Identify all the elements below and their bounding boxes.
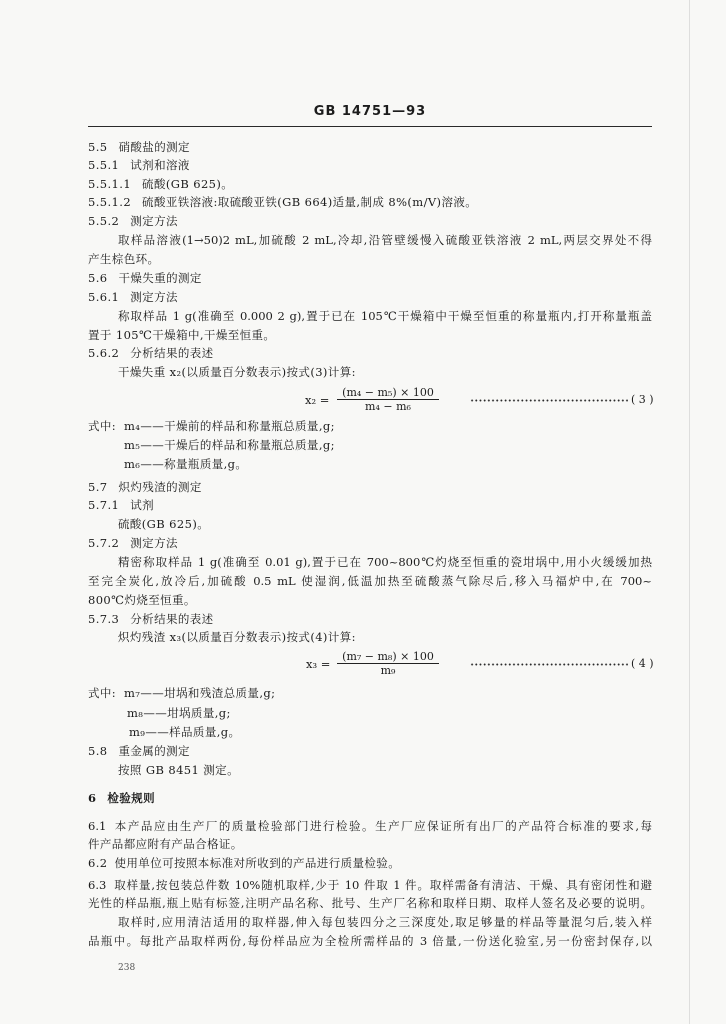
clause-6-3-line <box>88 878 652 892</box>
scan-edge-line <box>689 0 690 1024</box>
section-title: 试剂 <box>130 498 155 512</box>
heading-5-7-3 <box>88 612 214 626</box>
clause-text: 取样量,按包装总件数 10%随机取样,少于 10 件取 1 件。取样需备有清洁、干燥、具有密闭性和避 <box>113 878 652 892</box>
section-number: 5.5.2 <box>88 214 120 228</box>
section-title: 检验规则 <box>107 791 156 805</box>
variable-definition: m₅——干燥后的样品和称量瓶总质量,g; <box>124 438 335 452</box>
heading-5-7-1 <box>88 498 154 512</box>
section-title: 测定方法 <box>130 290 178 304</box>
section-number: 5.7.2 <box>88 536 120 550</box>
section-title: 试剂和溶液 <box>130 158 190 172</box>
section-number: 5.5 <box>88 140 108 154</box>
formula-3-denominator: m₄ − m₆ <box>365 400 411 413</box>
section-number: 5.6.1 <box>88 290 120 304</box>
formula-3-lhs: x₂ = <box>305 393 330 407</box>
dot-leader <box>470 399 628 402</box>
clause-6-2-line <box>88 856 400 870</box>
formula-3-fraction <box>337 386 439 413</box>
paragraph-line: 称取样品 1 g(准确至 0.000 2 g),置于已在 105℃干燥箱中干燥至恒重的称量瓶内,打开称量瓶盖 <box>118 309 652 323</box>
paragraph-line: 按照 GB 8451 测定。 <box>118 763 239 777</box>
clause-5-5-1-2 <box>88 195 477 209</box>
clause-text: 硫酸(GB 625)。 <box>142 177 234 191</box>
clause-6-1-line <box>88 819 652 833</box>
section-number: 5.5.1.1 <box>88 177 132 191</box>
heading-5-5 <box>88 140 190 154</box>
variable-definition: m₉——样品质量,g。 <box>129 725 241 739</box>
standard-code-header: GB 14751—93 <box>313 104 427 119</box>
formula-intro: 炽灼残渣 x₃(以质量百分数表示)按式(4)计算: <box>118 630 356 644</box>
section-number: 5.5.1 <box>88 158 120 172</box>
paragraph-line: 产生棕色环。 <box>88 252 160 266</box>
header-rule <box>88 126 652 127</box>
section-number: 5.8 <box>88 744 108 758</box>
equation-number-4: ( 4 ) <box>631 657 654 670</box>
paragraph-line: 至完全炭化,放冷后,加硫酸 0.5 mL 使湿润,低温加热至硫酸蒸气除尽后,移入马福炉中,在 700~ <box>88 574 652 588</box>
paragraph-line: 取样品溶液(1→50)2 mL,加硫酸 2 mL,冷却,沿管壁缓慢入硫酸亚铁溶液 2 mL,两层交界处不得 <box>118 233 652 247</box>
variable-definition: m₆——称量瓶质量,g。 <box>124 457 248 471</box>
section-title: 测定方法 <box>130 214 178 228</box>
section-title: 干燥失重的测定 <box>118 271 202 285</box>
section-title: 测定方法 <box>130 536 178 550</box>
section-title: 炽灼残渣的测定 <box>118 480 202 494</box>
heading-5-5-2 <box>88 214 178 228</box>
section-number: 6.2 <box>88 856 108 870</box>
formula-4-denominator: m₉ <box>380 664 396 677</box>
where-lead: 式中: <box>88 686 117 700</box>
heading-6 <box>88 791 155 805</box>
formula-intro: 干燥失重 x₂(以质量百分数表示)按式(3)计算: <box>118 365 356 379</box>
paragraph-line: 硫酸(GB 625)。 <box>118 517 210 531</box>
clause-5-5-1-1 <box>88 177 233 191</box>
paragraph-line: 800℃灼烧至恒重。 <box>88 593 196 607</box>
variable-definition: m₇——坩埚和残渣总质量,g; <box>124 686 276 700</box>
variable-definition: m₈——坩埚质量,g; <box>127 706 231 720</box>
section-number: 6.1 <box>88 819 107 833</box>
section-title: 重金属的测定 <box>118 744 190 758</box>
heading-5-6 <box>88 271 202 285</box>
formula-4-numerator: (m₇ − m₈) × 100 <box>342 650 434 663</box>
section-title: 硝酸盐的测定 <box>118 140 190 154</box>
paragraph-line: 取样时,应用清洁适用的取样器,伸入每包装四分之三深度处,取足够量的样品等量混匀后,装入样 <box>118 915 652 929</box>
section-number: 5.7.1 <box>88 498 120 512</box>
formula-4-fraction <box>337 650 439 677</box>
heading-5-6-1 <box>88 290 178 304</box>
section-number: 5.7.3 <box>88 612 120 626</box>
paragraph-line: 精密称取样品 1 g(准确至 0.01 g),置于已在 700~800℃灼烧至恒重的瓷坩埚中,用小火缓缓加热 <box>118 555 652 569</box>
equation-number-3: ( 3 ) <box>631 393 654 406</box>
heading-5-7-2 <box>88 536 178 550</box>
heading-5-7 <box>88 480 202 494</box>
section-title: 分析结果的表述 <box>130 612 214 626</box>
section-number: 5.6 <box>88 271 108 285</box>
dot-leader <box>470 663 628 666</box>
heading-5-8 <box>88 744 190 758</box>
formula-3-numerator: (m₄ − m₅) × 100 <box>342 386 434 399</box>
clause-text: 使用单位可按照本标准对所收到的产品进行质量检验。 <box>114 856 401 870</box>
section-number: 6 <box>88 791 97 805</box>
section-number: 5.5.1.2 <box>88 195 132 209</box>
section-number: 5.6.2 <box>88 346 120 360</box>
page-number: 238 <box>118 963 136 973</box>
clause-text: 本产品应由生产厂的质量检验部门进行检验。生产厂应保证所有出厂的产品符合标准的要求,每 <box>113 819 652 833</box>
section-title: 分析结果的表述 <box>130 346 214 360</box>
paragraph-line: 件产品都应附有产品合格证。 <box>88 837 243 851</box>
section-number: 5.7 <box>88 480 108 494</box>
formula-4-lhs: x₃ = <box>306 657 331 671</box>
heading-5-5-1 <box>88 158 190 172</box>
paragraph-line: 光性的样品瓶,瓶上贴有标签,注明产品名称、批号、生产厂名称和取样日期、取样人签名及必要的说明。 <box>88 896 652 910</box>
paragraph-line: 品瓶中。每批产品取样两份,每份样品应为全检所需样品的 3 倍量,一份送化验室,另一份密封保存,以 <box>88 934 652 948</box>
variable-definition: m₄——干燥前的样品和称量瓶总质量,g; <box>124 419 335 433</box>
clause-text: 硫酸亚铁溶液:取硫酸亚铁(GB 664)适量,制成 8%(m/V)溶液。 <box>142 195 478 209</box>
section-number: 6.3 <box>88 878 107 892</box>
where-lead: 式中: <box>88 419 117 433</box>
paragraph-line: 置于 105℃干燥箱中,干燥至恒重。 <box>88 328 276 342</box>
heading-5-6-2 <box>88 346 214 360</box>
